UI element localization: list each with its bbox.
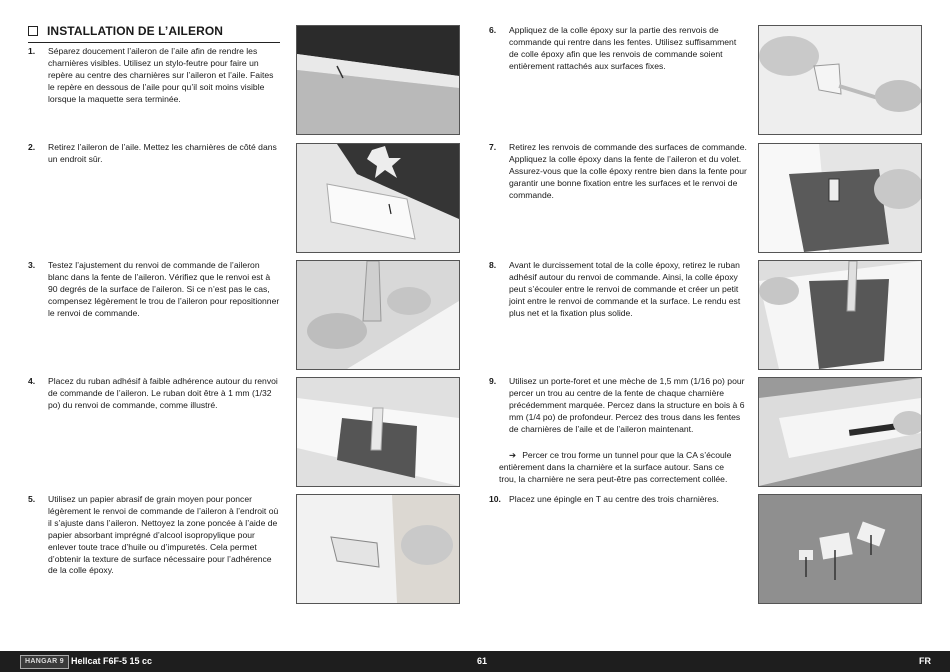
photo-step-9 xyxy=(758,377,922,487)
photo-step-1 xyxy=(296,25,460,135)
step-number: 3. xyxy=(28,260,36,270)
step-number: 6. xyxy=(489,25,497,35)
section-title-text: INSTALLATION DE L’AILERON xyxy=(47,24,224,38)
step-number: 1. xyxy=(28,46,36,56)
step-number: 7. xyxy=(489,142,497,152)
step-number: 2. xyxy=(28,142,36,152)
photo-step-5 xyxy=(296,494,460,604)
photo-step-10 xyxy=(758,494,922,604)
photo-step-3 xyxy=(296,260,460,370)
checkbox-icon xyxy=(28,26,38,36)
step-number: 9. xyxy=(489,376,497,386)
photo-step-6 xyxy=(758,25,922,135)
step-text: Testez l’ajustement du renvoi de commande de l’aileron blanc dans la fente de l’aileron. Vérifiez que le renvoi est à 90 degrés de la surface de l’aileron. Si ce n’est pas le cas, compensez légèrement le trou de l’aileron pour repositionner le renvoi de commande. xyxy=(48,260,280,318)
step-text: Utilisez un porte-foret et une mèche de 1,5 mm (1/16 po) pour percer un trou au centre de la fente de chaque charnière précédemment marquée. Percez dans la structure en bois à 6 mm (1/4 po) de profondeur. Percez des trous dans les fentes de charnières de l’aile et de l’aileron maintenant. xyxy=(509,376,745,434)
step-text: Placez du ruban adhésif à faible adhérence autour du renvoi de commande de l’aileron. Le ruban doit être à 1 mm (1/32 po) du renvoi de commande, comme illustré. xyxy=(48,376,278,410)
footer xyxy=(0,651,950,672)
photo-step-7 xyxy=(758,143,922,253)
step-number: 8. xyxy=(489,260,497,270)
step-text: Avant le durcissement total de la colle époxy, retirez le ruban adhésif autour du renvoi de commande. Ainsi, la colle époxy peut s’écouler entre le renvoi de commande et créer un petit joint entre le renvoi de commande et la surface. Le rendu est plus net et la fixation plus solide. xyxy=(509,260,741,318)
hangar9-logo: HANGAR 9 xyxy=(20,655,69,669)
photo-step-8 xyxy=(758,260,922,370)
photo-step-2 xyxy=(296,143,460,253)
step-number: 10. xyxy=(489,494,501,504)
photo-step-4 xyxy=(296,377,460,487)
section-title xyxy=(28,24,280,43)
step-text: Séparez doucement l’aileron de l’aile afin de rendre les charnières visibles. Utilisez un stylo-feutre pour faire un repère au centre des charnières sur l’aileron et l’aile. Faites le repère en dessous de l’aile pour qu’il soit moins visible lorsque la maquette sera terminée. xyxy=(48,46,274,104)
note-text: Percer ce trou forme un tunnel pour que la CA s’écoule entièrement dans la charnière et la surface autour. Sans ce trou, la charnière ne sera peut-être pas correctement collée. xyxy=(499,450,732,484)
step-number: 5. xyxy=(28,494,36,504)
model-name: Hellcat F6F-5 15 cc xyxy=(71,656,153,666)
step-text: Retirez l’aileron de l’aile. Mettez les charnières de côté dans un endroit sûr. xyxy=(48,142,277,164)
step-text: Placez une épingle en T au centre des trois charnières. xyxy=(509,494,719,504)
step-text: Retirez les renvois de commande des surfaces de commande. Appliquez la colle époxy dans la fente de l’aileron et du volet. Assurez-vous que la colle époxy rentre bien dans la fente pour garantir une bonne fixation entre les surfaces et le renvoi de commande. xyxy=(509,142,747,200)
language-code: FR xyxy=(919,656,931,666)
step-text: Utilisez un papier abrasif de grain moyen pour poncer légèrement le renvoi de commande de l’aileron à l’endroit où il s’ajuste dans l’aileron. Nettoyez la zone poncée à l’aide de papier absorbant imprégné d’alcool isopropylique pour enlever toute trace d’huile ou d’impuretés. Cela permet d’obtenir la texture de surface nécessaire pour l’adhérence de la colle époxy. xyxy=(48,494,279,576)
step-number: 4. xyxy=(28,376,36,386)
arrow-right-icon: ➔ xyxy=(509,450,517,460)
page-number: 61 xyxy=(476,656,487,666)
note xyxy=(499,450,735,486)
step-text: Appliquez de la colle époxy sur la partie des renvois de commande qui rentre dans les fentes. Utilisez suffisamment de colle époxy afin que les renvois de commande soient entièrement rattachés aux surfaces fixes. xyxy=(509,25,737,71)
